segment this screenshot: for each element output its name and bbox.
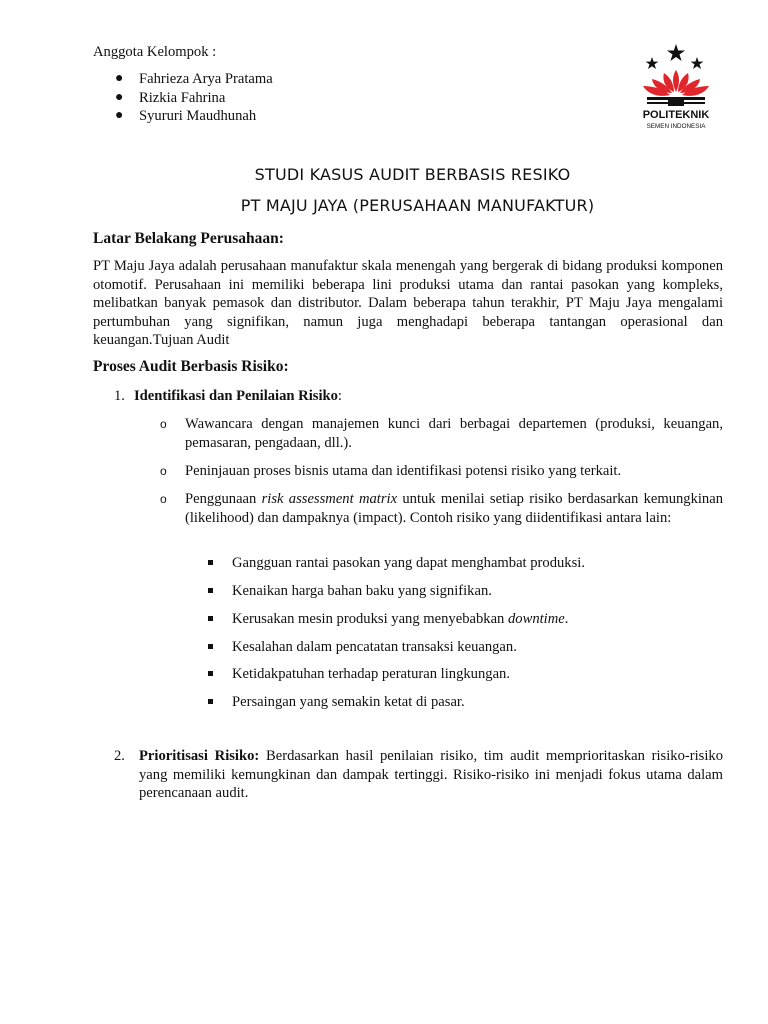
square-bullet-icon <box>208 616 213 621</box>
bullet-dot-icon: ● <box>115 71 124 86</box>
member-name: Fahrieza Arya Pratama <box>139 71 273 87</box>
list-item <box>208 638 517 657</box>
circle-bullet-icon: o <box>160 417 167 431</box>
risk-text: Ketidakpatuhan terhadap peraturan lingkungan. <box>232 666 510 682</box>
circle-bullet-icon: o <box>160 492 167 506</box>
text-emphasis: risk assessment matrix <box>261 491 398 507</box>
section-heading-latar: Latar Belakang Perusahaan: <box>93 230 284 247</box>
list-item <box>208 554 585 573</box>
list-item <box>93 89 273 108</box>
list-item <box>160 490 723 527</box>
members-heading: Anggota Kelompok : <box>93 44 217 60</box>
logo-emblem-icon <box>635 40 717 132</box>
text-part: Kerusakan mesin produksi yang menyebabkan <box>232 611 508 627</box>
square-bullet-icon <box>208 644 213 649</box>
square-bullet-icon <box>208 588 213 593</box>
text-part: . <box>564 611 569 627</box>
square-bullet-icon <box>208 699 213 704</box>
document-title: STUDI KASUS AUDIT BERBASIS RESIKO <box>254 165 571 184</box>
list-item <box>160 415 723 452</box>
sub-item-text: Peninjauan proses bisnis utama dan identifikasi potensi risiko yang terkait. <box>185 463 622 479</box>
sub-item-text: Wawancara dengan manajemen kunci dari berbagai departemen (produksi, keuangan, pemasaran, pengadaan, dll.). <box>185 416 723 451</box>
bullet-dot-icon: ● <box>115 108 124 123</box>
step-title: Identifikasi dan Penilaian Risiko <box>133 388 338 404</box>
text-emphasis: downtime <box>508 611 565 627</box>
list-item <box>160 462 723 481</box>
risk-text: Kesalahan dalam pencatatan transaksi keuangan. <box>232 639 517 655</box>
member-name: Syururi Maudhunah <box>139 108 257 124</box>
step-title: Prioritisasi Risiko: <box>139 748 260 764</box>
step-2-text <box>139 747 723 803</box>
risk-text: Persaingan yang semakin ketat di pasar. <box>232 694 465 710</box>
list-item <box>93 107 273 126</box>
sub-item-text <box>185 490 723 527</box>
bullet-dot-icon: ● <box>115 89 124 105</box>
list-item <box>208 610 568 629</box>
latar-paragraph: PT Maju Jaya adalah perusahaan manufaktur skala menengah yang bergerak di bidang produksi komponen otomotif. Perusahaan ini memiliki beberapa lini produksi utama dan rantai pasokan yang kompleks, melibatkan banyak pemasok dan distributor. Dalam beberapa tahun terakhir, PT Maju Jaya mengalami pertumbuhan yang signifikan, namun juga menghadapi beberapa tantangan operasional dan keuangan.Tujuan Audit <box>93 258 723 348</box>
square-bullet-icon <box>208 560 213 565</box>
text-part: untuk menilai setiap risiko berdasarkan kemungkinan (likelihood) dan dampaknya (impact). Contoh risiko yang diidentifikasi antara lain: <box>185 491 724 526</box>
step-colon: : <box>337 388 342 404</box>
square-bullet-icon <box>208 671 213 676</box>
politeknik-logo <box>635 40 717 132</box>
list-item <box>208 665 510 684</box>
document-subtitle: PT MAJU JAYA (PERUSAHAAN MANUFAKTUR) <box>240 196 595 215</box>
list-item <box>208 693 465 712</box>
text-part: Penggunaan <box>185 491 262 507</box>
section-heading-proses: Proses Audit Berbasis Risiko: <box>93 358 289 375</box>
risk-text <box>232 611 568 627</box>
logo-text-politeknik: POLITEKNIK <box>642 109 710 121</box>
step-number: 2. <box>114 748 125 764</box>
step-2 <box>114 747 723 803</box>
logo-text-semen: SEMEN INDONESIA <box>646 123 706 130</box>
members-list <box>93 70 273 126</box>
circle-bullet-icon: o <box>160 464 167 478</box>
list-item <box>208 582 492 601</box>
step-number: 1. <box>114 388 125 404</box>
step-1-heading <box>114 387 342 406</box>
step-body: Berdasarkan hasil penilaian risiko, tim audit memprioritaskan risiko-risiko yang memiliki kemungkinan dan dampak tertinggi. Risiko-risiko ini menjadi fokus utama dalam perencanaan audit. <box>139 748 723 801</box>
member-name: Rizkia Fahrina <box>139 89 226 106</box>
risk-text: Kenaikan harga bahan baku yang signifikan. <box>232 583 492 599</box>
list-item <box>93 70 273 89</box>
risk-text: Gangguan rantai pasokan yang dapat menghambat produksi. <box>232 555 585 571</box>
